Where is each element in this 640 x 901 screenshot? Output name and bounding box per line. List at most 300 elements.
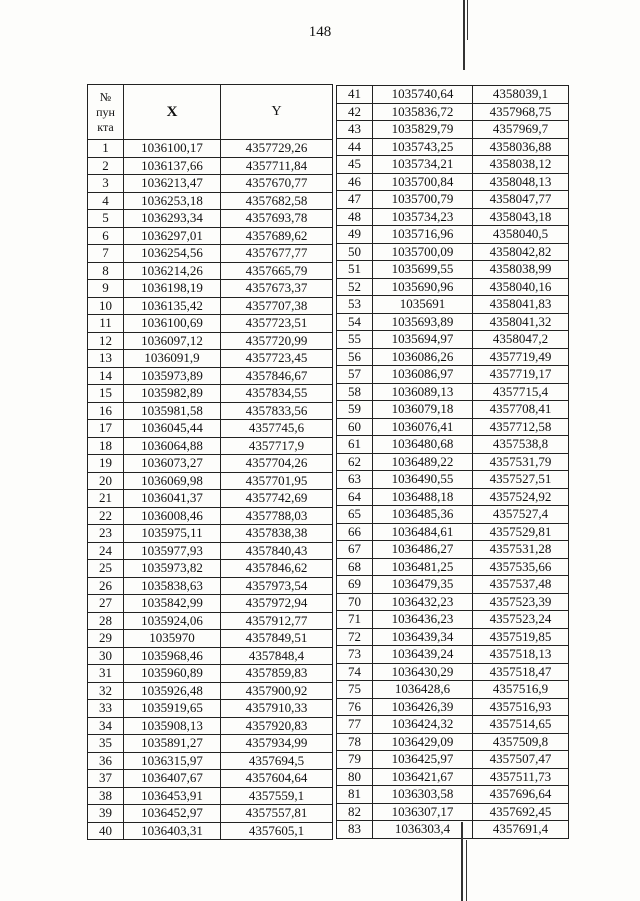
point-number-cell: 71 <box>337 611 373 629</box>
x-coordinate-cell: 1036424,32 <box>373 716 473 734</box>
y-coordinate-cell: 4357833,56 <box>221 402 333 420</box>
point-number-cell: 10 <box>88 297 124 315</box>
x-coordinate-cell: 1036198,19 <box>124 280 221 298</box>
point-number-cell: 47 <box>337 191 373 209</box>
x-coordinate-cell: 1036086,97 <box>373 366 473 384</box>
y-coordinate-cell: 4357719,17 <box>473 366 569 384</box>
table-row <box>337 821 569 839</box>
y-coordinate-cell: 4357535,66 <box>473 558 569 576</box>
table-row <box>88 612 333 630</box>
x-coordinate-cell: 1036429,09 <box>373 733 473 751</box>
x-coordinate-cell: 1035926,48 <box>124 682 221 700</box>
table-row <box>88 525 333 543</box>
y-coordinate-cell: 4358040,16 <box>473 278 569 296</box>
point-number-cell: 54 <box>337 313 373 331</box>
x-coordinate-cell: 1035734,23 <box>373 208 473 226</box>
table-row <box>337 611 569 629</box>
x-coordinate-cell: 1036091,9 <box>124 350 221 368</box>
table-row <box>88 280 333 298</box>
x-coordinate-cell: 1035973,82 <box>124 560 221 578</box>
y-coordinate-cell: 4357742,69 <box>221 490 333 508</box>
point-number-cell: 22 <box>88 507 124 525</box>
table-row <box>337 453 569 471</box>
point-number-cell: 20 <box>88 472 124 490</box>
y-coordinate-cell: 4357538,8 <box>473 436 569 454</box>
point-number-cell: 12 <box>88 332 124 350</box>
point-number-cell: 21 <box>88 490 124 508</box>
point-number-cell: 53 <box>337 296 373 314</box>
table-row <box>88 735 333 753</box>
y-coordinate-cell: 4357834,55 <box>221 385 333 403</box>
y-coordinate-cell: 4357692,45 <box>473 803 569 821</box>
point-number-cell: 78 <box>337 733 373 751</box>
x-coordinate-cell: 1036428,6 <box>373 681 473 699</box>
x-coordinate-cell: 1036041,37 <box>124 490 221 508</box>
y-coordinate-cell: 4358048,13 <box>473 173 569 191</box>
y-coordinate-cell: 4357689,62 <box>221 227 333 245</box>
table-row <box>88 542 333 560</box>
y-coordinate-cell: 4358036,88 <box>473 138 569 156</box>
x-coordinate-cell: 1036076,41 <box>373 418 473 436</box>
table-row <box>88 700 333 718</box>
y-coordinate-cell: 4357900,92 <box>221 682 333 700</box>
x-coordinate-cell: 1035960,89 <box>124 665 221 683</box>
x-coordinate-cell: 1036432,23 <box>373 593 473 611</box>
table-row <box>337 733 569 751</box>
table-row <box>337 523 569 541</box>
point-number-cell: 51 <box>337 261 373 279</box>
x-coordinate-cell: 1035691 <box>373 296 473 314</box>
y-coordinate-cell: 4357694,5 <box>221 752 333 770</box>
table-row <box>337 541 569 559</box>
y-coordinate-cell: 4357507,47 <box>473 751 569 769</box>
x-coordinate-cell: 1035842,99 <box>124 595 221 613</box>
y-coordinate-cell: 4357665,79 <box>221 262 333 280</box>
y-coordinate-cell: 4357720,99 <box>221 332 333 350</box>
table-row <box>88 647 333 665</box>
table-row <box>337 138 569 156</box>
point-number-cell: 18 <box>88 437 124 455</box>
y-coordinate-cell: 4357848,4 <box>221 647 333 665</box>
table-row <box>88 507 333 525</box>
x-coordinate-cell: 1035740,64 <box>373 86 473 104</box>
point-number-cell: 56 <box>337 348 373 366</box>
table-row <box>88 262 333 280</box>
x-coordinate-cell: 1035973,89 <box>124 367 221 385</box>
point-number-cell: 40 <box>88 822 124 840</box>
table-row <box>337 593 569 611</box>
table-row <box>337 243 569 261</box>
x-coordinate-cell: 1036421,67 <box>373 768 473 786</box>
x-coordinate-cell: 1036137,66 <box>124 157 221 175</box>
point-number-cell: 62 <box>337 453 373 471</box>
point-number-cell: 29 <box>88 630 124 648</box>
x-coordinate-cell: 1036484,61 <box>373 523 473 541</box>
x-coordinate-cell: 1036315,97 <box>124 752 221 770</box>
point-number-cell: 14 <box>88 367 124 385</box>
x-coordinate-cell: 1036485,36 <box>373 506 473 524</box>
x-coordinate-cell: 1036489,22 <box>373 453 473 471</box>
y-coordinate-cell: 4357972,94 <box>221 595 333 613</box>
table-row <box>337 716 569 734</box>
table-row <box>88 367 333 385</box>
y-coordinate-cell: 4357604,64 <box>221 770 333 788</box>
x-coordinate-cell: 1036073,27 <box>124 455 221 473</box>
table-row <box>337 156 569 174</box>
x-coordinate-cell: 1036488,18 <box>373 488 473 506</box>
x-coordinate-cell: 1035700,79 <box>373 191 473 209</box>
y-coordinate-cell: 4357557,81 <box>221 805 333 823</box>
point-number-cell: 63 <box>337 471 373 489</box>
scan-line-mark <box>463 0 465 70</box>
point-number-cell: 4 <box>88 192 124 210</box>
y-coordinate-cell: 4357516,9 <box>473 681 569 699</box>
point-number-cell: 2 <box>88 157 124 175</box>
x-coordinate-cell: 1035829,79 <box>373 121 473 139</box>
table-row <box>88 805 333 823</box>
table-row <box>337 313 569 331</box>
y-coordinate-cell: 4357514,65 <box>473 716 569 734</box>
x-coordinate-cell: 1035891,27 <box>124 735 221 753</box>
x-coordinate-cell: 1036480,68 <box>373 436 473 454</box>
point-number-cell: 81 <box>337 786 373 804</box>
point-number-cell: 57 <box>337 366 373 384</box>
table-row <box>88 595 333 613</box>
point-number-cell: 55 <box>337 331 373 349</box>
x-coordinate-cell: 1035908,13 <box>124 717 221 735</box>
table-row <box>88 630 333 648</box>
y-coordinate-cell: 4358043,18 <box>473 208 569 226</box>
x-coordinate-cell: 1036008,46 <box>124 507 221 525</box>
point-number-cell: 6 <box>88 227 124 245</box>
point-number-cell: 35 <box>88 735 124 753</box>
x-coordinate-cell: 1036426,39 <box>373 698 473 716</box>
y-coordinate-cell: 4358041,83 <box>473 296 569 314</box>
x-coordinate-cell: 1036254,56 <box>124 245 221 263</box>
y-coordinate-cell: 4358042,82 <box>473 243 569 261</box>
x-coordinate-cell: 1035968,46 <box>124 647 221 665</box>
y-coordinate-cell: 4357849,51 <box>221 630 333 648</box>
scan-line-mark <box>467 0 468 40</box>
x-coordinate-cell: 1036307,17 <box>373 803 473 821</box>
table-row <box>88 297 333 315</box>
y-coordinate-cell: 4357518,47 <box>473 663 569 681</box>
y-coordinate-cell: 4357712,58 <box>473 418 569 436</box>
point-number-cell: 31 <box>88 665 124 683</box>
x-coordinate-cell: 1035694,97 <box>373 331 473 349</box>
point-number-cell: 45 <box>337 156 373 174</box>
table-row <box>337 296 569 314</box>
point-number-cell: 3 <box>88 175 124 193</box>
point-number-cell: 65 <box>337 506 373 524</box>
table-row <box>337 698 569 716</box>
table-row <box>88 245 333 263</box>
table-row <box>88 332 333 350</box>
y-coordinate-cell: 4357973,54 <box>221 577 333 595</box>
y-coordinate-cell: 4357707,38 <box>221 297 333 315</box>
y-coordinate-cell: 4357715,4 <box>473 383 569 401</box>
x-coordinate-cell: 1035716,96 <box>373 226 473 244</box>
point-number-header <box>88 85 124 140</box>
y-coordinate-cell: 4357691,4 <box>473 821 569 839</box>
y-coordinate-cell: 4357529,81 <box>473 523 569 541</box>
x-coordinate-cell: 1035981,58 <box>124 402 221 420</box>
table-row <box>337 558 569 576</box>
point-number-cell: 38 <box>88 787 124 805</box>
table-row <box>88 315 333 333</box>
y-coordinate-cell: 4357838,38 <box>221 525 333 543</box>
y-coordinate-cell: 4357711,84 <box>221 157 333 175</box>
table-row <box>337 418 569 436</box>
table-row <box>88 682 333 700</box>
y-coordinate-cell: 4357559,1 <box>221 787 333 805</box>
y-coordinate-cell: 4357531,28 <box>473 541 569 559</box>
y-coordinate-cell: 4357968,75 <box>473 103 569 121</box>
y-coordinate-cell: 4357859,83 <box>221 665 333 683</box>
table-row <box>337 628 569 646</box>
table-row <box>88 192 333 210</box>
point-number-cell: 34 <box>88 717 124 735</box>
table-row <box>337 191 569 209</box>
point-number-cell: 66 <box>337 523 373 541</box>
point-number-cell: 58 <box>337 383 373 401</box>
y-coordinate-cell: 4357912,77 <box>221 612 333 630</box>
x-coordinate-cell: 1035982,89 <box>124 385 221 403</box>
point-number-cell: 76 <box>337 698 373 716</box>
table-row <box>88 140 333 158</box>
x-coordinate-cell: 1035690,96 <box>373 278 473 296</box>
point-number-cell: 82 <box>337 803 373 821</box>
point-number-cell: 26 <box>88 577 124 595</box>
point-number-cell: 37 <box>88 770 124 788</box>
table-row <box>88 350 333 368</box>
x-coordinate-cell: 1036069,98 <box>124 472 221 490</box>
point-number-cell: 73 <box>337 646 373 664</box>
point-number-cell: 72 <box>337 628 373 646</box>
x-coordinate-cell: 1036253,18 <box>124 192 221 210</box>
y-coordinate-cell: 4357723,45 <box>221 350 333 368</box>
table-row <box>337 751 569 769</box>
y-coordinate-cell: 4357523,39 <box>473 593 569 611</box>
table-row <box>88 420 333 438</box>
point-number-header-line: № <box>99 89 112 104</box>
y-coordinate-cell: 4357788,03 <box>221 507 333 525</box>
table-row <box>337 663 569 681</box>
x-coordinate-cell: 1036436,23 <box>373 611 473 629</box>
x-coordinate-cell: 1036100,69 <box>124 315 221 333</box>
table-row <box>337 348 569 366</box>
y-coordinate-cell: 4357910,33 <box>221 700 333 718</box>
x-coordinate-cell: 1036100,17 <box>124 140 221 158</box>
x-coordinate-cell: 1036452,97 <box>124 805 221 823</box>
y-coordinate-cell: 4358047,2 <box>473 331 569 349</box>
table-row <box>88 752 333 770</box>
y-coordinate-cell: 4357934,99 <box>221 735 333 753</box>
point-number-cell: 43 <box>337 121 373 139</box>
point-number-cell: 8 <box>88 262 124 280</box>
y-coordinate-cell: 4357523,24 <box>473 611 569 629</box>
point-number-cell: 50 <box>337 243 373 261</box>
point-number-cell: 69 <box>337 576 373 594</box>
x-coordinate-cell: 1035700,09 <box>373 243 473 261</box>
y-coordinate-cell: 4357723,51 <box>221 315 333 333</box>
table-row <box>337 383 569 401</box>
table-row <box>337 226 569 244</box>
point-number-cell: 1 <box>88 140 124 158</box>
x-coordinate-cell: 1036453,91 <box>124 787 221 805</box>
point-number-cell: 11 <box>88 315 124 333</box>
y-coordinate-cell: 4357729,26 <box>221 140 333 158</box>
point-number-cell: 17 <box>88 420 124 438</box>
point-number-header-line: пун <box>96 104 115 119</box>
x-coordinate-cell: 1036439,34 <box>373 628 473 646</box>
y-coordinate-cell: 4358040,5 <box>473 226 569 244</box>
table-row <box>88 157 333 175</box>
point-number-cell: 5 <box>88 210 124 228</box>
table-row <box>337 278 569 296</box>
y-coordinate-cell: 4357696,64 <box>473 786 569 804</box>
table-row <box>88 472 333 490</box>
table-row <box>88 717 333 735</box>
point-number-cell: 15 <box>88 385 124 403</box>
y-column-header: Y <box>221 85 333 140</box>
x-coordinate-cell: 1036303,4 <box>373 821 473 839</box>
y-coordinate-cell: 4357677,77 <box>221 245 333 263</box>
x-coordinate-cell: 1035919,65 <box>124 700 221 718</box>
point-number-cell: 24 <box>88 542 124 560</box>
x-coordinate-cell: 1036086,26 <box>373 348 473 366</box>
point-number-cell: 52 <box>337 278 373 296</box>
table-row <box>88 402 333 420</box>
x-coordinate-cell: 1036425,97 <box>373 751 473 769</box>
point-number-cell: 7 <box>88 245 124 263</box>
point-number-cell: 9 <box>88 280 124 298</box>
table-row <box>337 208 569 226</box>
y-coordinate-cell: 4358038,12 <box>473 156 569 174</box>
y-coordinate-cell: 4358047,77 <box>473 191 569 209</box>
point-number-cell: 25 <box>88 560 124 578</box>
point-number-cell: 75 <box>337 681 373 699</box>
x-coordinate-cell: 1035734,21 <box>373 156 473 174</box>
x-coordinate-cell: 1036045,44 <box>124 420 221 438</box>
point-number-cell: 32 <box>88 682 124 700</box>
table-row <box>88 227 333 245</box>
x-coordinate-cell: 1035838,63 <box>124 577 221 595</box>
table-row <box>337 401 569 419</box>
y-coordinate-cell: 4357509,8 <box>473 733 569 751</box>
x-coordinate-cell: 1035699,55 <box>373 261 473 279</box>
y-coordinate-cell: 4357670,77 <box>221 175 333 193</box>
point-number-cell: 67 <box>337 541 373 559</box>
y-coordinate-cell: 4357531,79 <box>473 453 569 471</box>
y-coordinate-cell: 4357516,93 <box>473 698 569 716</box>
table-row <box>337 506 569 524</box>
table-row <box>337 803 569 821</box>
point-number-cell: 41 <box>337 86 373 104</box>
y-coordinate-cell: 4357969,7 <box>473 121 569 139</box>
table-row <box>88 437 333 455</box>
table-header-row <box>88 85 333 140</box>
page-number: 148 <box>308 24 332 40</box>
point-number-cell: 49 <box>337 226 373 244</box>
x-coordinate-cell: 1035975,11 <box>124 525 221 543</box>
table-row <box>337 681 569 699</box>
table-row <box>337 576 569 594</box>
y-coordinate-cell: 4357693,78 <box>221 210 333 228</box>
table-row <box>337 366 569 384</box>
y-coordinate-cell: 4357745,6 <box>221 420 333 438</box>
point-number-cell: 70 <box>337 593 373 611</box>
point-number-cell: 64 <box>337 488 373 506</box>
table-row <box>337 103 569 121</box>
x-coordinate-cell: 1036303,58 <box>373 786 473 804</box>
coordinates-table-left <box>87 84 333 840</box>
point-number-cell: 68 <box>337 558 373 576</box>
point-number-header-line: кта <box>97 119 114 134</box>
y-coordinate-cell: 4357717,9 <box>221 437 333 455</box>
y-coordinate-cell: 4357719,49 <box>473 348 569 366</box>
table-row <box>88 822 333 840</box>
table-row <box>88 787 333 805</box>
point-number-cell: 80 <box>337 768 373 786</box>
y-coordinate-cell: 4357701,95 <box>221 472 333 490</box>
x-coordinate-cell: 1035693,89 <box>373 313 473 331</box>
table-row <box>337 646 569 664</box>
y-coordinate-cell: 4357605,1 <box>221 822 333 840</box>
coordinates-table-right <box>336 85 569 839</box>
x-coordinate-cell: 1036064,88 <box>124 437 221 455</box>
y-coordinate-cell: 4357846,67 <box>221 367 333 385</box>
point-number-cell: 42 <box>337 103 373 121</box>
point-number-cell: 79 <box>337 751 373 769</box>
table-row <box>337 261 569 279</box>
x-coordinate-cell: 1036486,27 <box>373 541 473 559</box>
table-row <box>337 786 569 804</box>
x-coordinate-cell: 1036293,34 <box>124 210 221 228</box>
table-row <box>337 331 569 349</box>
table-row <box>88 560 333 578</box>
x-coordinate-cell: 1035700,84 <box>373 173 473 191</box>
y-coordinate-cell: 4357840,43 <box>221 542 333 560</box>
x-coordinate-cell: 1035743,25 <box>373 138 473 156</box>
point-number-cell: 39 <box>88 805 124 823</box>
point-number-cell: 77 <box>337 716 373 734</box>
x-coordinate-cell: 1036097,12 <box>124 332 221 350</box>
table-row <box>88 490 333 508</box>
scan-line-mark <box>461 822 463 901</box>
point-number-cell: 30 <box>88 647 124 665</box>
point-number-cell: 83 <box>337 821 373 839</box>
y-coordinate-cell: 4357518,13 <box>473 646 569 664</box>
x-coordinate-cell: 1036079,18 <box>373 401 473 419</box>
x-coordinate-cell: 1036481,25 <box>373 558 473 576</box>
table-row <box>88 385 333 403</box>
x-coordinate-cell: 1036490,55 <box>373 471 473 489</box>
x-coordinate-cell: 1036135,42 <box>124 297 221 315</box>
table-row <box>337 488 569 506</box>
y-coordinate-cell: 4357704,26 <box>221 455 333 473</box>
y-coordinate-cell: 4357708,41 <box>473 401 569 419</box>
y-coordinate-cell: 4357537,48 <box>473 576 569 594</box>
table-row <box>88 665 333 683</box>
table-row <box>88 577 333 595</box>
x-coordinate-cell: 1036407,67 <box>124 770 221 788</box>
point-number-cell: 60 <box>337 418 373 436</box>
point-number-cell: 59 <box>337 401 373 419</box>
x-column-header: X <box>124 85 221 140</box>
point-number-cell: 33 <box>88 700 124 718</box>
table-row <box>88 455 333 473</box>
